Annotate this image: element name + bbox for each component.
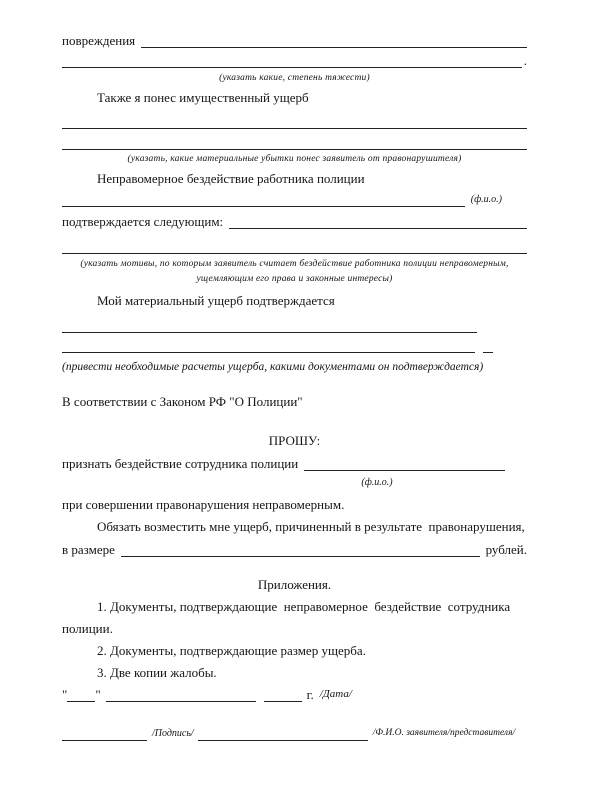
attachment-item-2: 2. Документы, подтверждающие размер ущерба. bbox=[97, 643, 366, 658]
inaction-fio-row bbox=[62, 189, 527, 210]
material-damage-line-row-1 bbox=[62, 311, 527, 336]
spacer bbox=[62, 560, 527, 574]
damage-blank-line bbox=[141, 47, 527, 48]
damage-row-2 bbox=[62, 51, 527, 71]
request1-continuation: при совершении правонарушения неправомерным. bbox=[62, 497, 345, 512]
attachment-item-1-line-1: 1. Документы, подтверждающие неправомерное бездействие сотрудника bbox=[97, 599, 511, 614]
request1-fio-hint: (ф.и.о.) bbox=[361, 477, 393, 488]
inaction-blank-line bbox=[62, 206, 465, 207]
motives-caption-line-1: (указать мотивы, по которым заявитель считает бездействие работника полиции неправомерным, bbox=[80, 259, 509, 269]
fio-hint: (ф.и.о.) bbox=[470, 194, 502, 205]
confirmed-label: подтверждается следующим: bbox=[62, 214, 224, 229]
property-damage-blank-line-2 bbox=[62, 149, 527, 150]
request2-paragraph: Обязать возместить мне ущерб, причиненный в результате правонарушения, bbox=[97, 519, 525, 534]
damage-blank-line-2 bbox=[62, 67, 522, 68]
amount-label: в размере bbox=[62, 542, 115, 557]
signature-hint: /Подпись/ bbox=[152, 728, 194, 739]
signer-name-blank-line bbox=[198, 740, 368, 741]
material-damage-blank-line-1 bbox=[62, 332, 477, 333]
amount-blank-line bbox=[121, 556, 480, 557]
motives-caption-line-2: ущемляющим его права и законные интересы) bbox=[196, 274, 393, 284]
date-row bbox=[62, 684, 527, 705]
law-reference: В соответствии с Законом РФ "О Полиции" bbox=[62, 394, 303, 409]
spacer bbox=[62, 705, 527, 723]
property-damage-caption: (указать, какие материальные убытки понес заявитель от правонарушителя) bbox=[127, 154, 462, 164]
confirmed-blank-line bbox=[229, 228, 527, 229]
material-damage-paragraph: Мой материальный ущерб подтверждается bbox=[97, 293, 335, 308]
material-damage-blank-dash bbox=[483, 352, 493, 353]
property-damage-paragraph: Также я понес имущественный ущерб bbox=[97, 90, 309, 105]
signature-row bbox=[62, 723, 527, 744]
amount-row bbox=[62, 538, 527, 560]
damage-row bbox=[62, 30, 527, 51]
inaction-paragraph: Неправомерное бездействие работника полиции bbox=[97, 171, 365, 186]
attachments-heading: Приложения. bbox=[257, 577, 332, 592]
date-day-blank bbox=[67, 701, 95, 702]
spacer bbox=[62, 413, 527, 430]
request1-blank-line bbox=[304, 470, 505, 471]
request1-row bbox=[62, 452, 527, 474]
confirmed-blank-line-2 bbox=[62, 253, 527, 254]
date-month-blank bbox=[106, 701, 256, 702]
amount-suffix: рублей. bbox=[485, 542, 527, 557]
date-year-label: г. bbox=[306, 687, 314, 702]
request1-label: признать бездействие сотрудника полиции bbox=[62, 456, 299, 471]
request-heading: ПРОШУ: bbox=[268, 433, 321, 448]
damage-label: повреждения bbox=[62, 33, 136, 48]
date-hint: /Дата/ bbox=[319, 688, 352, 700]
property-damage-blank-line-1 bbox=[62, 128, 527, 129]
date-quote-close: " bbox=[95, 687, 101, 702]
signer-hint: /Ф.И.О. заявителя/представителя/ bbox=[372, 728, 516, 738]
date-year-blank bbox=[264, 701, 302, 702]
material-damage-blank-line-2 bbox=[62, 352, 475, 353]
calculation-caption: (привести необходимые расчеты ущерба, какими документами он подтверждается) bbox=[62, 361, 484, 373]
material-damage-line-row-2 bbox=[62, 336, 527, 356]
spacer bbox=[62, 376, 527, 391]
damage-period: . bbox=[523, 53, 527, 68]
date-quote-open: " bbox=[62, 687, 68, 702]
attachment-item-3: 3. Две копии жалобы. bbox=[97, 665, 217, 680]
damage-caption: (указать какие, степень тяжести) bbox=[219, 73, 370, 83]
confirmed-row bbox=[62, 210, 527, 232]
signature-blank-line bbox=[62, 740, 147, 741]
attachment-item-1-line-2: полиции. bbox=[62, 621, 113, 636]
